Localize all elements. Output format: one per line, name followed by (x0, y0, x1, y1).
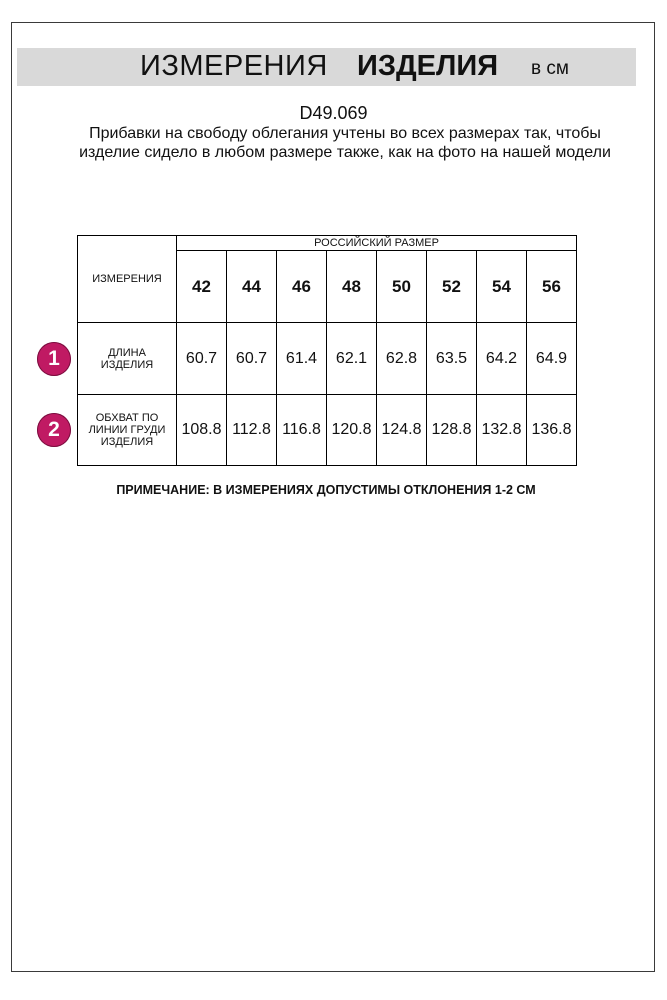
row-label-line: ИЗДЕЛИЯ (100, 358, 154, 371)
value-cell: 132.8 (477, 395, 527, 466)
badge-length: 1 (37, 342, 71, 376)
value-cell: 63.5 (427, 323, 477, 395)
article-number: D49.069 (299, 103, 368, 123)
size-group-header: РОССИЙСКИЙ РАЗМЕР (177, 236, 577, 251)
size-header: 54 (477, 251, 527, 323)
page-title-bold: ИЗДЕЛИЯ (357, 50, 499, 82)
value-cell: 112.8 (227, 395, 277, 466)
value-cell: 60.7 (177, 323, 227, 395)
value-cell: 108.8 (177, 395, 227, 466)
value-cell: 116.8 (277, 395, 327, 466)
intro-text: Прибавки на свободу облегания учтены во всех размерах так, чтобы изделие сидело в любом размере также, как на фото на нашей модели (79, 125, 611, 161)
size-table (77, 235, 577, 466)
page-title-regular: ИЗМЕРЕНИЯ (140, 50, 328, 82)
row-label-chest (78, 395, 177, 466)
value-cell: 62.1 (327, 323, 377, 395)
value-cell: 64.9 (527, 323, 577, 395)
badge-chest: 2 (37, 413, 71, 447)
unit-label: в см (531, 58, 569, 79)
measurements-header: ИЗМЕРЕНИЯ (78, 236, 177, 323)
row-label-line: ЛИНИИ ГРУДИ (88, 424, 166, 436)
size-header: 42 (177, 251, 227, 323)
value-cell: 136.8 (527, 395, 577, 466)
value-cell: 128.8 (427, 395, 477, 466)
row-label-length (78, 323, 177, 395)
size-header: 50 (377, 251, 427, 323)
size-header: 52 (427, 251, 477, 323)
row-label-line: ОБХВАТ ПО (95, 412, 159, 424)
value-cell: 64.2 (477, 323, 527, 395)
value-cell: 60.7 (227, 323, 277, 395)
row-label-line: ДЛИНА (108, 346, 146, 359)
row-label-line: ИЗДЕЛИЯ (100, 436, 154, 448)
table-row-length (78, 323, 577, 395)
tolerance-note: ПРИМЕЧАНИЕ: В ИЗМЕРЕНИЯХ ДОПУСТИМЫ ОТКЛОНЕНИЯ 1-2 СМ (116, 483, 536, 497)
table-row-chest (78, 395, 577, 466)
size-header: 44 (227, 251, 277, 323)
value-cell: 124.8 (377, 395, 427, 466)
page-frame (11, 22, 655, 972)
value-cell: 120.8 (327, 395, 377, 466)
size-header: 48 (327, 251, 377, 323)
size-header: 56 (527, 251, 577, 323)
value-cell: 62.8 (377, 323, 427, 395)
value-cell: 61.4 (277, 323, 327, 395)
size-header: 46 (277, 251, 327, 323)
